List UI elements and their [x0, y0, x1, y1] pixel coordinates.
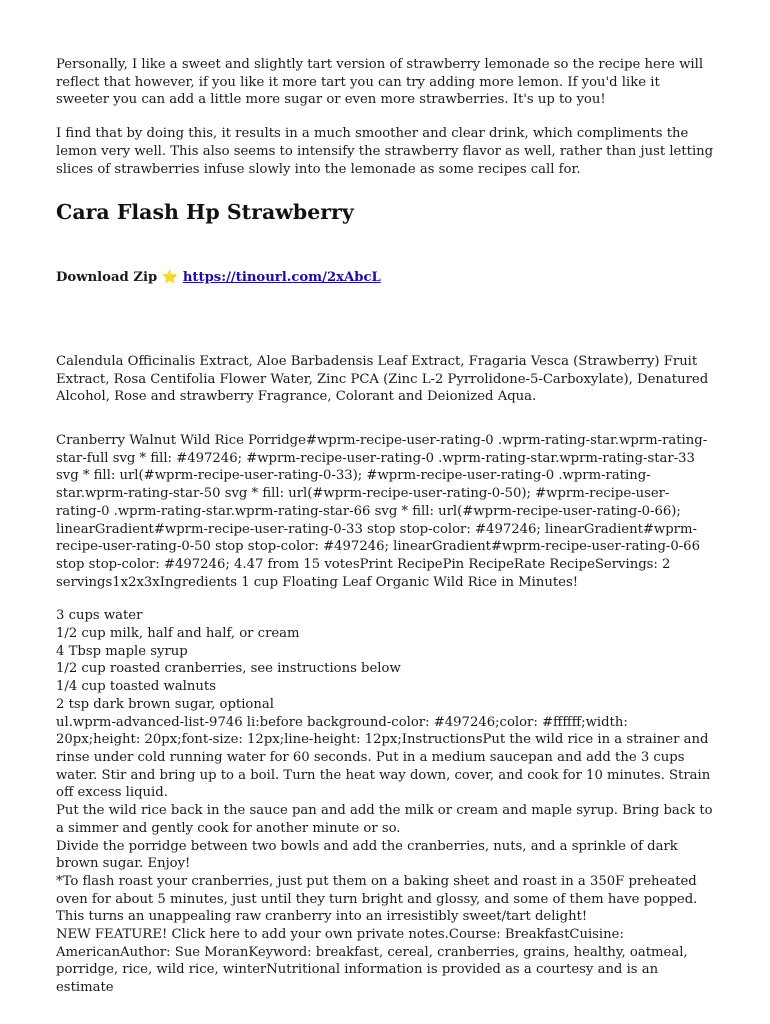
- download-line: [56, 269, 714, 287]
- recipe-line: 1/2 cup roasted cranberries, see instructions below: [56, 661, 401, 677]
- recipe-line: Divide the porridge between two bowls and add the cranberries, nuts, and a sprinkle of dark brown sugar. Enjoy!: [56, 838, 678, 872]
- recipe-line: *To flash roast your cranberries, just put them on a baking sheet and roast in a 350F preheated oven for about 5 minutes, just until they turn bright and glossy, and some of them have popped. This turns an unappealing raw cranberry into an irresistibly sweet/tart delight!: [56, 873, 698, 925]
- recipe-line: 3 cups water: [56, 608, 143, 624]
- intro-paragraph-2: I find that by doing this, it results in a much smoother and clear drink, which compliments the lemon very well. This also seems to intensify the strawberry flavor as well, rather than just letting slices of strawberries infuse slowly into the lemonade as some recipes call for.: [56, 126, 714, 177]
- recipe-line: 1/2 cup milk, half and half, or cream: [56, 626, 300, 642]
- recipe-lines: [56, 607, 714, 996]
- recipe-line: 1/4 cup toasted walnuts: [56, 679, 216, 695]
- intro-paragraph-1: Personally, I like a sweet and slightly tart version of strawberry lemonade so the recipe here will reflect that however, if you like it more tart you can try adding more lemon. If you'd like it sweeter you can add a little more sugar or even more strawberries. It's up to you!: [56, 57, 704, 108]
- page-title: Cara Flash Hp Strawberry: [56, 200, 354, 225]
- recipe-paragraph: Cranberry Walnut Wild Rice Porridge#wprm-recipe-user-rating-0 .wprm-rating-star.wprm-rating-star-full svg * fill: #497246; #wprm-recipe-user-rating-0 .wprm-rating-star.wprm-rating-star-33 svg * fill: url(#wprm-recipe-user-rating-0-33); #wprm-recipe-user-rating-0 .wprm-rating-star.wprm-rating-star-50 svg * fill: url(#wprm-recipe-user-rating-0-50); #wprm-recipe-user-rating-0 .wprm-rating-star.wprm-rating-star-66 svg * fill: url(#wprm-recipe-user-rating-0-66); linearGradient#wprm-recipe-user-rating-0-33 stop stop-color: #497246; linearGradient#wprm-recipe-user-rating-0-50 stop stop-color: #497246; linearGradient#wprm-recipe-user-rating-0-66 stop stop-color: #497246; 4.47 from 15 votesPrint RecipePin RecipeRate RecipeServings: 2 servings1x2x3xIngredients 1 cup Floating Leaf Organic Wild Rice in Minutes!: [56, 433, 708, 590]
- recipe-line: 2 tsp dark brown sugar, optional: [56, 696, 274, 712]
- recipe-line: 4 Tbsp maple syrup: [56, 643, 188, 659]
- download-label: Download Zip ⭐: [56, 270, 179, 286]
- recipe-line: NEW FEATURE! Click here to add your own private notes.Course: BreakfastCuisine: AmericanAuthor: Sue MoranKeyword: breakfast, cereal, cranberries, grains, healthy, oatmeal, porridge, rice, wild rice, winterNutritional information is provided as a courtesy and is an estimate: [56, 927, 688, 996]
- ingredients-paragraph: Calendula Officinalis Extract, Aloe Barbadensis Leaf Extract, Fragaria Vesca (Strawberry) Fruit Extract, Rosa Centifolia Flower Water, Zinc PCA (Zinc L-2 Pyrrolidone-5-Carboxylate), Denatured Alcohol, Rose and strawberry Fragrance, Colorant and Deionized Aqua.: [56, 353, 709, 405]
- recipe-line: Put the wild rice back in the sauce pan and add the milk or cream and maple syrup. Bring back to a simmer and gently cook for another minute or so.: [56, 803, 713, 836]
- download-link[interactable]: https://tinourl.com/2xAbcL: [182, 270, 381, 286]
- recipe-line: ul.wprm-advanced-list-9746 li:before background-color: #497246;color: #ffffff;width: 20px;height: 20px;font-size: 12px;line-height: 12px;InstructionsPut the wild rice in a strainer and rinse under cold running water for 60 seconds. Put in a medium saucepan and add the 3 cups water. Stir and bring up to a boil. Turn the heat way down, cover, and cook for 10 minutes. Strain off excess liquid.: [56, 714, 711, 801]
